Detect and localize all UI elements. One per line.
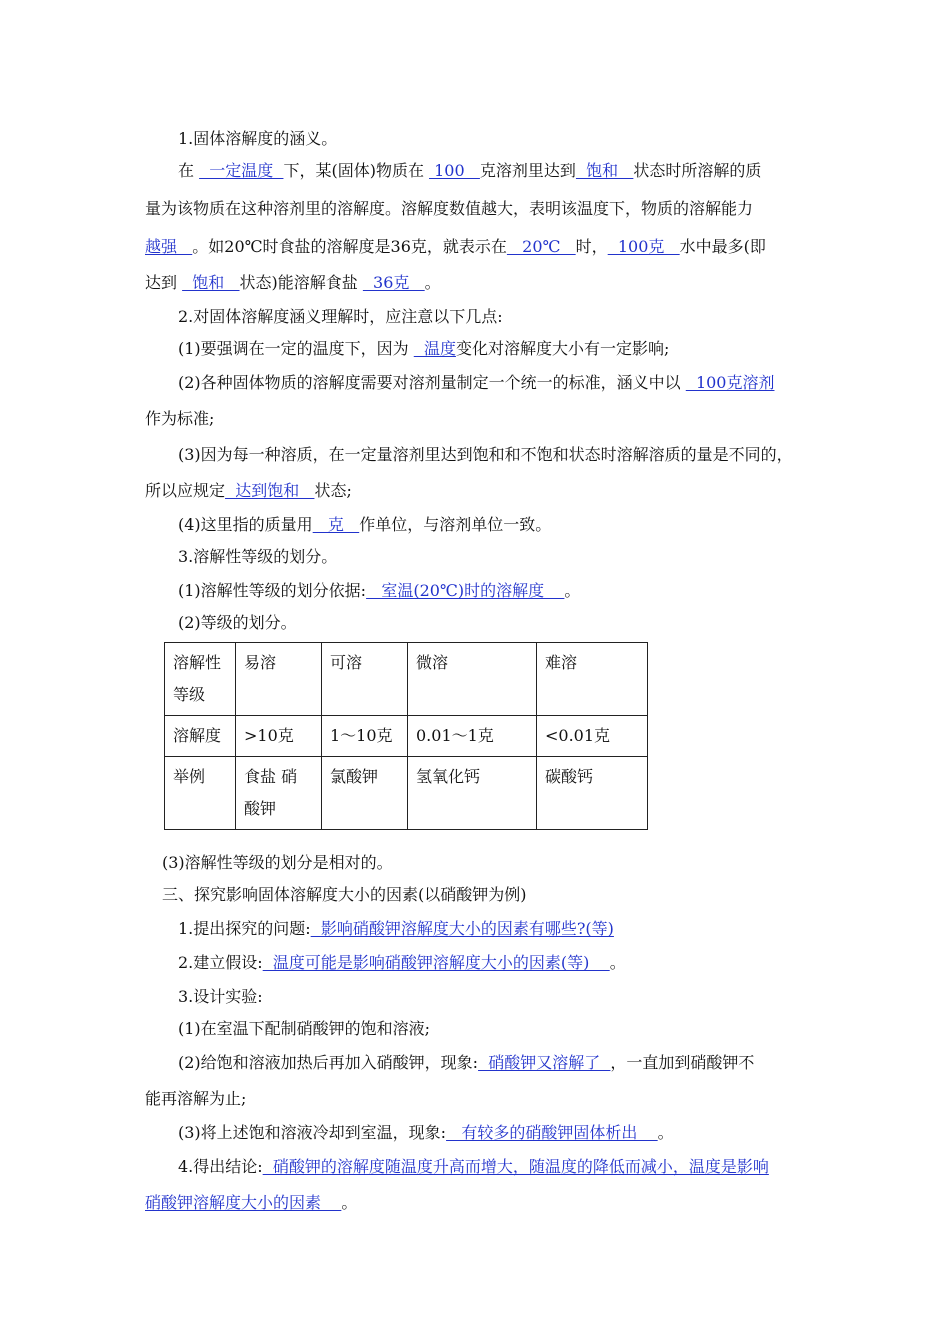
answer-blank: 影响硝酸钾溶解度大小的因素有哪些?(等)	[310, 919, 614, 938]
table-cell: 溶解度	[165, 716, 236, 757]
answer-blank: 100克	[607, 237, 680, 256]
section2-point1: (1)要强调在一定的温度下，因为 温度变化对溶解度大小有一定影响;	[178, 339, 670, 358]
section2-point3-cont: 所以应规定 达到饱和 状态;	[145, 481, 352, 500]
table-cell: 氢氧化钙	[408, 757, 537, 830]
part3-step3-c: (3)将上述饱和溶液冷却到室温，现象: 有较多的硝酸钾固体析出 。	[178, 1123, 674, 1142]
answer-blank: 硝酸钾又溶解了	[478, 1053, 611, 1072]
answer-blank: 36克	[362, 273, 425, 292]
answer-blank: 硝酸钾的溶解度随温度升高而增大，随温度的降低而减小，温度是影响	[262, 1157, 769, 1176]
solubility-level-table	[164, 642, 648, 830]
part3-step3-a: (1)在室温下配制硝酸钾的饱和溶液;	[178, 1019, 431, 1038]
answer-blank: 硝酸钾溶解度大小的因素	[145, 1193, 342, 1212]
answer-blank: 达到饱和	[225, 481, 315, 500]
part3-step4-cont: 硝酸钾溶解度大小的因素 。	[145, 1193, 358, 1212]
section1-heading: 1.固体溶解度的涵义。	[178, 129, 338, 148]
table-cell: 1～10克	[322, 716, 408, 757]
section3-point2: (2)等级的划分。	[178, 613, 297, 632]
answer-blank: 室温(20℃)时的溶解度	[366, 581, 565, 600]
table-cell: 食盐 硝酸钾	[236, 757, 322, 830]
section1-line4: 达到 饱和 状态)能溶解食盐 36克 。	[145, 273, 441, 292]
answer-blank: 一定温度	[199, 161, 284, 180]
part3-step1: 1.提出探究的问题: 影响硝酸钾溶解度大小的因素有哪些?(等)	[178, 919, 614, 938]
section1-line1: 在 一定温度 下，某(固体)物质在 100 克溶剂里达到 饱和 状态时所溶解的质	[178, 161, 762, 180]
section2-point3: (3)因为每一种溶质，在一定量溶剂里达到饱和和不饱和状态时溶解溶质的量是不同的，	[178, 445, 793, 464]
table-row	[165, 643, 648, 716]
table-row	[165, 757, 648, 830]
answer-blank: 100克溶剂	[685, 373, 775, 392]
table-cell: 氯酸钾	[322, 757, 408, 830]
section1-line2: 量为该物质在这种溶剂里的溶解度。溶解度数值越大，表明该温度下，物质的溶解能力	[145, 199, 754, 218]
section1-line3: 越强 。如20℃时食盐的溶解度是36克，就表示在 20℃ 时， 100克 水中最多(即	[145, 237, 766, 256]
section2-point2: (2)各种固体物质的溶解度需要对溶剂量制定一个统一的标准，涵义中以 100克溶剂	[178, 373, 775, 392]
answer-blank: 饱和	[575, 161, 634, 180]
answer-blank: 20℃	[506, 237, 576, 256]
table-cell: 举例	[165, 757, 236, 830]
answer-blank: 饱和	[182, 273, 240, 292]
answer-blank: 温度	[413, 339, 456, 358]
table-cell: 碳酸钙	[537, 757, 648, 830]
part3-step3: 3.设计实验:	[178, 987, 263, 1006]
part3-step3-b: (2)给饱和溶液加热后再加入硝酸钾，现象: 硝酸钾又溶解了 ，一直加到硝酸钾不	[178, 1053, 755, 1072]
answer-blank: 越强	[145, 237, 193, 256]
table-cell: <0.01克	[537, 716, 648, 757]
table-cell: 0.01～1克	[408, 716, 537, 757]
table-cell: 易溶	[236, 643, 322, 716]
table-row	[165, 716, 648, 757]
answer-blank: 克	[312, 515, 360, 534]
section2-heading: 2.对固体溶解度涵义理解时，应注意以下几点:	[178, 307, 503, 326]
answer-blank: 有较多的硝酸钾固体析出	[446, 1123, 658, 1142]
section2-point4: (4)这里指的质量用 克 作单位，与溶剂单位一致。	[178, 515, 552, 534]
section3-point1: (1)溶解性等级的划分依据: 室温(20℃)时的溶解度 。	[178, 581, 581, 600]
section3-heading: 3.溶解性等级的划分。	[178, 547, 338, 566]
part3-step4: 4.得出结论: 硝酸钾的溶解度随温度升高而增大，随温度的降低而减小，温度是影响	[178, 1157, 769, 1176]
table-cell: 难溶	[537, 643, 648, 716]
section3-point3: (3)溶解性等级的划分是相对的。	[162, 853, 393, 872]
table-cell: >10克	[236, 716, 322, 757]
part3-heading: 三、探究影响固体溶解度大小的因素(以硝酸钾为例)	[162, 885, 527, 904]
table-cell: 可溶	[322, 643, 408, 716]
answer-blank: 100	[429, 161, 480, 180]
answer-blank: 温度可能是影响硝酸钾溶解度大小的因素(等)	[262, 953, 610, 972]
table-cell: 溶解性等级	[165, 643, 236, 716]
part3-step3-b-cont: 能再溶解为止;	[145, 1089, 247, 1108]
part3-step2: 2.建立假设: 温度可能是影响硝酸钾溶解度大小的因素(等) 。	[178, 953, 626, 972]
section2-point2-cont: 作为标准;	[145, 409, 215, 428]
table-cell: 微溶	[408, 643, 537, 716]
